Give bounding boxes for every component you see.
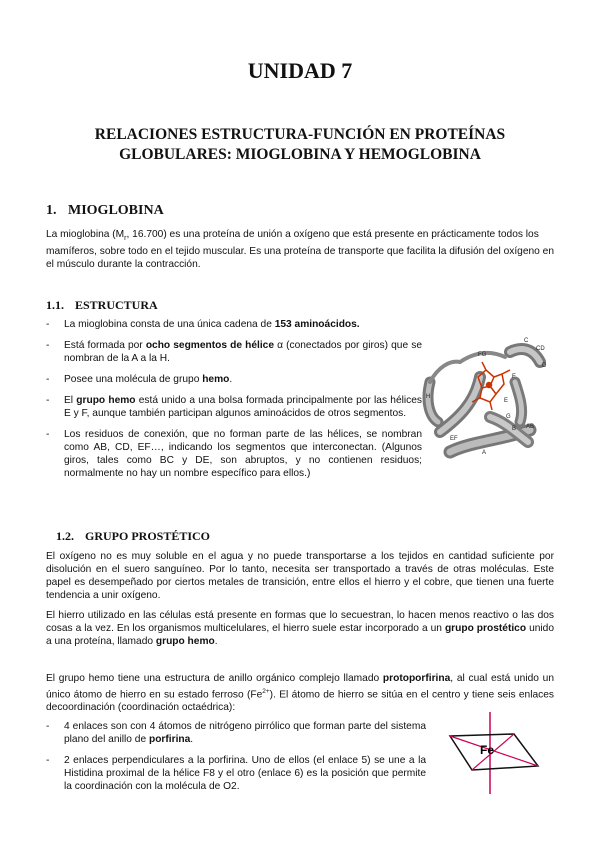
text: Los residuos de conexión, que no forman parte de las hélices, se nombran como AB, CD, EF…, indicando los segmentos que interconectan. (Algunos giros, tales como BC y DE, son abruptos, y no contienen residuos; normalmente no hay un nombre específico para ellos.) — [64, 429, 422, 479]
list-item — [46, 318, 422, 331]
bold-text: porfirina — [148, 734, 191, 745]
s1-sub: r — [124, 235, 127, 243]
helix-label: C — [524, 338, 529, 344]
list-item — [46, 339, 422, 365]
sub-1-1-title: ESTRUCTURA — [75, 298, 158, 312]
unit-title: UNIDAD 7 — [247, 58, 353, 83]
bold-text: protoporfirina — [382, 673, 451, 684]
text: La mioglobina consta de una única cadena de — [64, 319, 275, 330]
helix-label: AB — [526, 424, 535, 430]
title-line-2: GLOBULARES: MIOGLOBINA Y HEMOGLOBINA — [119, 146, 481, 163]
text: . — [229, 374, 233, 385]
section-1-heading — [46, 203, 164, 219]
helix-label: A — [482, 450, 487, 456]
helix-label: F — [512, 374, 516, 380]
text: Está formada por — [64, 340, 146, 351]
coordination-list — [46, 720, 426, 801]
text: . — [190, 734, 194, 745]
text: . — [214, 636, 218, 647]
list-item — [46, 373, 422, 386]
subsection-1-2-heading — [56, 529, 210, 544]
helix-label: B — [512, 426, 517, 432]
superscript: 2+ — [262, 688, 270, 695]
list-item — [46, 720, 426, 746]
helix-label: CD — [536, 346, 545, 352]
helix-label: E — [504, 398, 509, 404]
bold-text: grupo hemo — [155, 636, 215, 647]
section-1-paragraph — [46, 228, 554, 271]
structure-list — [46, 318, 422, 488]
text: , al cual está unido un único átomo de hierro en su estado ferroso (Fe — [46, 673, 554, 701]
section-1-number: 1. — [46, 203, 57, 218]
text: unido a una proteína, llamado — [46, 623, 554, 647]
sub-1-2-number: 1.2. — [56, 529, 74, 543]
page-title — [40, 125, 560, 165]
text: 2 enlaces perpendiculares a la porfirina. Uno de ellos (el enlace 5) se une a la Histidina proximal de la hélice F8 y el otro (enlace 6) es la posición que permite la coordinación con la molécula de O2. — [64, 755, 426, 792]
myoglobin-structure-figure — [420, 322, 560, 482]
bold-text: 153 aminoácidos. — [274, 319, 360, 330]
bold-text: hemo — [202, 374, 230, 385]
sub-1-2-title: GRUPO PROSTÉTICO — [85, 529, 211, 543]
prosthetic-paragraph-1: El oxígeno no es muy soluble en el agua y no puede transportarse a los tejidos en cantidad suficiente por disolución en el suero sanguíneo. Por lo tanto, necesita ser transportado a través de otras moléculas. Este papel es desempeñado por ciertos metales de transición, entre ellos el hierro y el cobre, que tienen una fuerte tendencia a unir oxígeno. — [46, 551, 554, 601]
section-1-title: MIOGLOBINA — [68, 203, 164, 218]
bold-text: grupo prostético — [444, 623, 527, 634]
text: ). El átomo de hierro se sitúa en el centro y tiene seis enlaces decoordinación (coordinación octaédrica): — [46, 689, 554, 714]
s1-text: La mioglobina (M — [46, 229, 125, 240]
list-item — [46, 394, 422, 420]
text: El hierro utilizado en las células está presente en formas que lo secuestran, lo hacen menos reactivo o las dos cosas a la vez. En los organismos multicelulares, el hierro suele estar incorporado a un — [46, 610, 554, 634]
fe-label: Fe — [480, 743, 495, 757]
text: El — [64, 395, 77, 406]
bold-text: ocho segmentos de hélice — [145, 340, 275, 351]
s1-text-2: , 16.700) es una proteína de unión a oxígeno que está presente en prácticamente todos los mamíferos, sobre todo en el tejido muscular. Es una proteína de transporte que facilita la difusión del oxígeno en el músculo durante la contracción. — [46, 229, 554, 271]
list-item — [46, 754, 426, 793]
subsection-1-1-heading — [46, 298, 158, 313]
list-item — [46, 428, 422, 480]
helix-label: EF — [450, 436, 458, 442]
helix-label: G — [506, 414, 511, 420]
sub-1-1-number: 1.1. — [46, 298, 64, 312]
text: Posee una molécula de grupo — [64, 374, 203, 385]
text: está unido a una bolsa formada principalmente por las hélices E y F, aunque también participan algunos aminoácidos de otros segmentos. — [64, 395, 423, 419]
text: El grupo hemo tiene una estructura de anillo orgánico complejo llamado — [46, 673, 383, 684]
bold-text: grupo hemo — [76, 395, 136, 406]
fe-coordination-figure — [438, 708, 548, 798]
title-line-1: RELACIONES ESTRUCTURA-FUNCIÓN EN PROTEÍNAS — [94, 126, 506, 143]
prosthetic-paragraph-2 — [46, 609, 554, 648]
helix-label: H — [426, 394, 431, 400]
text: α (conectados por giros) que se nombran de la A a la H. — [64, 340, 422, 364]
text: 4 enlaces son con 4 átomos de nitrógeno pirrólico que forman parte del sistema plano del anillo de — [64, 721, 426, 745]
helix-label: FG — [478, 352, 487, 358]
helix-label: D — [542, 363, 547, 369]
